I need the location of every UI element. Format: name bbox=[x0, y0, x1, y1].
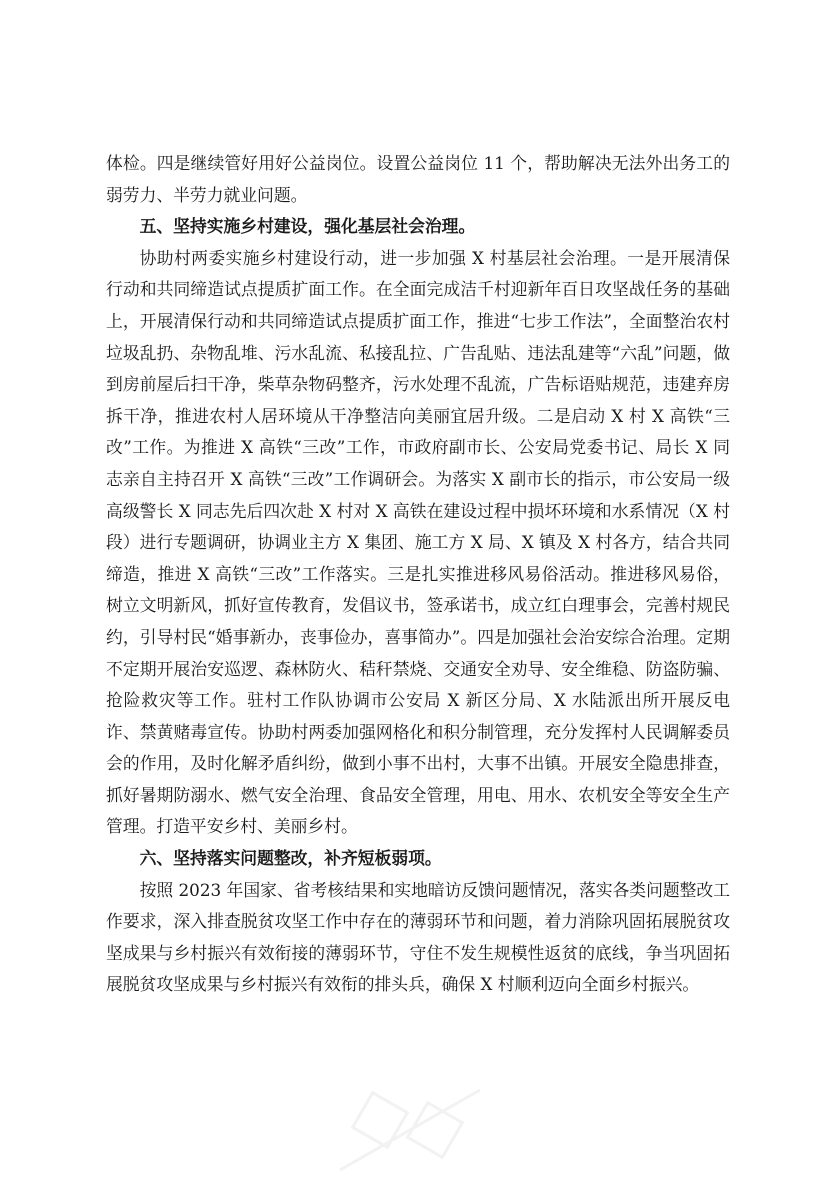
paragraph-rural-construction: 协助村两委实施乡村建设行动，进一步加强 X 村基层社会治理。一是开展清保行动和共同缔造试点提质扩面工作。在全面完成洁千村迎新年百日攻坚战任务的基础上，开展清保行动和共同缔造试点提质扩面工作，推进“七步工作法”，全面整治农村垃圾乱扔、杂物乱堆、污水乱流、私接乱拉、广告乱贴、违法乱建等“六乱”问题，做到房前屋后扫干净，柴草杂物码整齐，污水处理不乱流，广告标语贴规范，违建弃房拆干净，推进农村人居环境从干净整洁向美丽宜居升级。二是启动 X 村 X 高铁“三改”工作。为推进 X 高铁“三改”工作，市政府副市长、公安局党委书记、局长 X 同志亲自主持召开 X 高铁“三改”工作调研会。为落实 X 副市长的指示，市公安局一级高级警长 X 同志先后四次赴 X 村对 X 高铁在建设过程中损坏环境和水系情况（X 村段）进行专题调研，协调业主方 X 集团、施工方 X 局、X 镇及 X 村各方，结合共同缔造，推进 X 高铁“三改”工作落实。三是扎实推进移风易俗活动。推进移风易俗，树立文明新风，抓好宣传教育，发倡议书，签承诺书，成立红白理事会，完善村规民约，引导村民“婚事新办，丧事俭办，喜事简办”。四是加强社会治安综合治理。定期不定期开展治安巡逻、森林防火、秸秆禁烧、交通安全劝导、安全维稳、防盗防骗、抢险救灾等工作。驻村工作队协调市公安局 X 新区分局、X 水陆派出所开展反电诈、禁黄赌毒宣传。协助村两委加强网格化和积分制管理，充分发挥村人民调解委员会的作用，及时化解矛盾纠纷，做到小事不出村，大事不出镇。开展安全隐患排查，抓好暑期防溺水、燃气安全治理、食品安全管理，用电、用水、农机安全等安全生产管理。打造平安乡村、美丽乡村。 bbox=[106, 247, 730, 837]
section-heading-5: 五、坚持实施乡村建设，强化基层社会治理。 bbox=[139, 216, 476, 237]
paragraph-continuation: 体检。四是继续管好用好公益岗位。设置公益岗位 11 个，帮助解决无法外出务工的弱劳力、半劳力就业问题。 bbox=[106, 153, 730, 205]
document-body bbox=[106, 148, 730, 1001]
watermark-stamp-icon bbox=[320, 1080, 500, 1180]
paragraph-rectification: 按照 2023 年国家、省考核结果和实地暗访反馈问题情况，落实各类问题整改工作要求，深入排查脱贫攻坚工作中存在的薄弱环节和问题，着力消除巩固拓展脱贫攻坚成果与乡村振兴有效衔接的薄弱环节，守住不发生规模性返贫的底线，争当巩固拓展脱贫攻坚成果与乡村振兴有效衔的排头兵，确保 X 村顺利迈向全面乡村振兴。 bbox=[106, 879, 730, 995]
section-heading-6: 六、坚持落实问题整改，补齐短板弱项。 bbox=[139, 848, 442, 869]
